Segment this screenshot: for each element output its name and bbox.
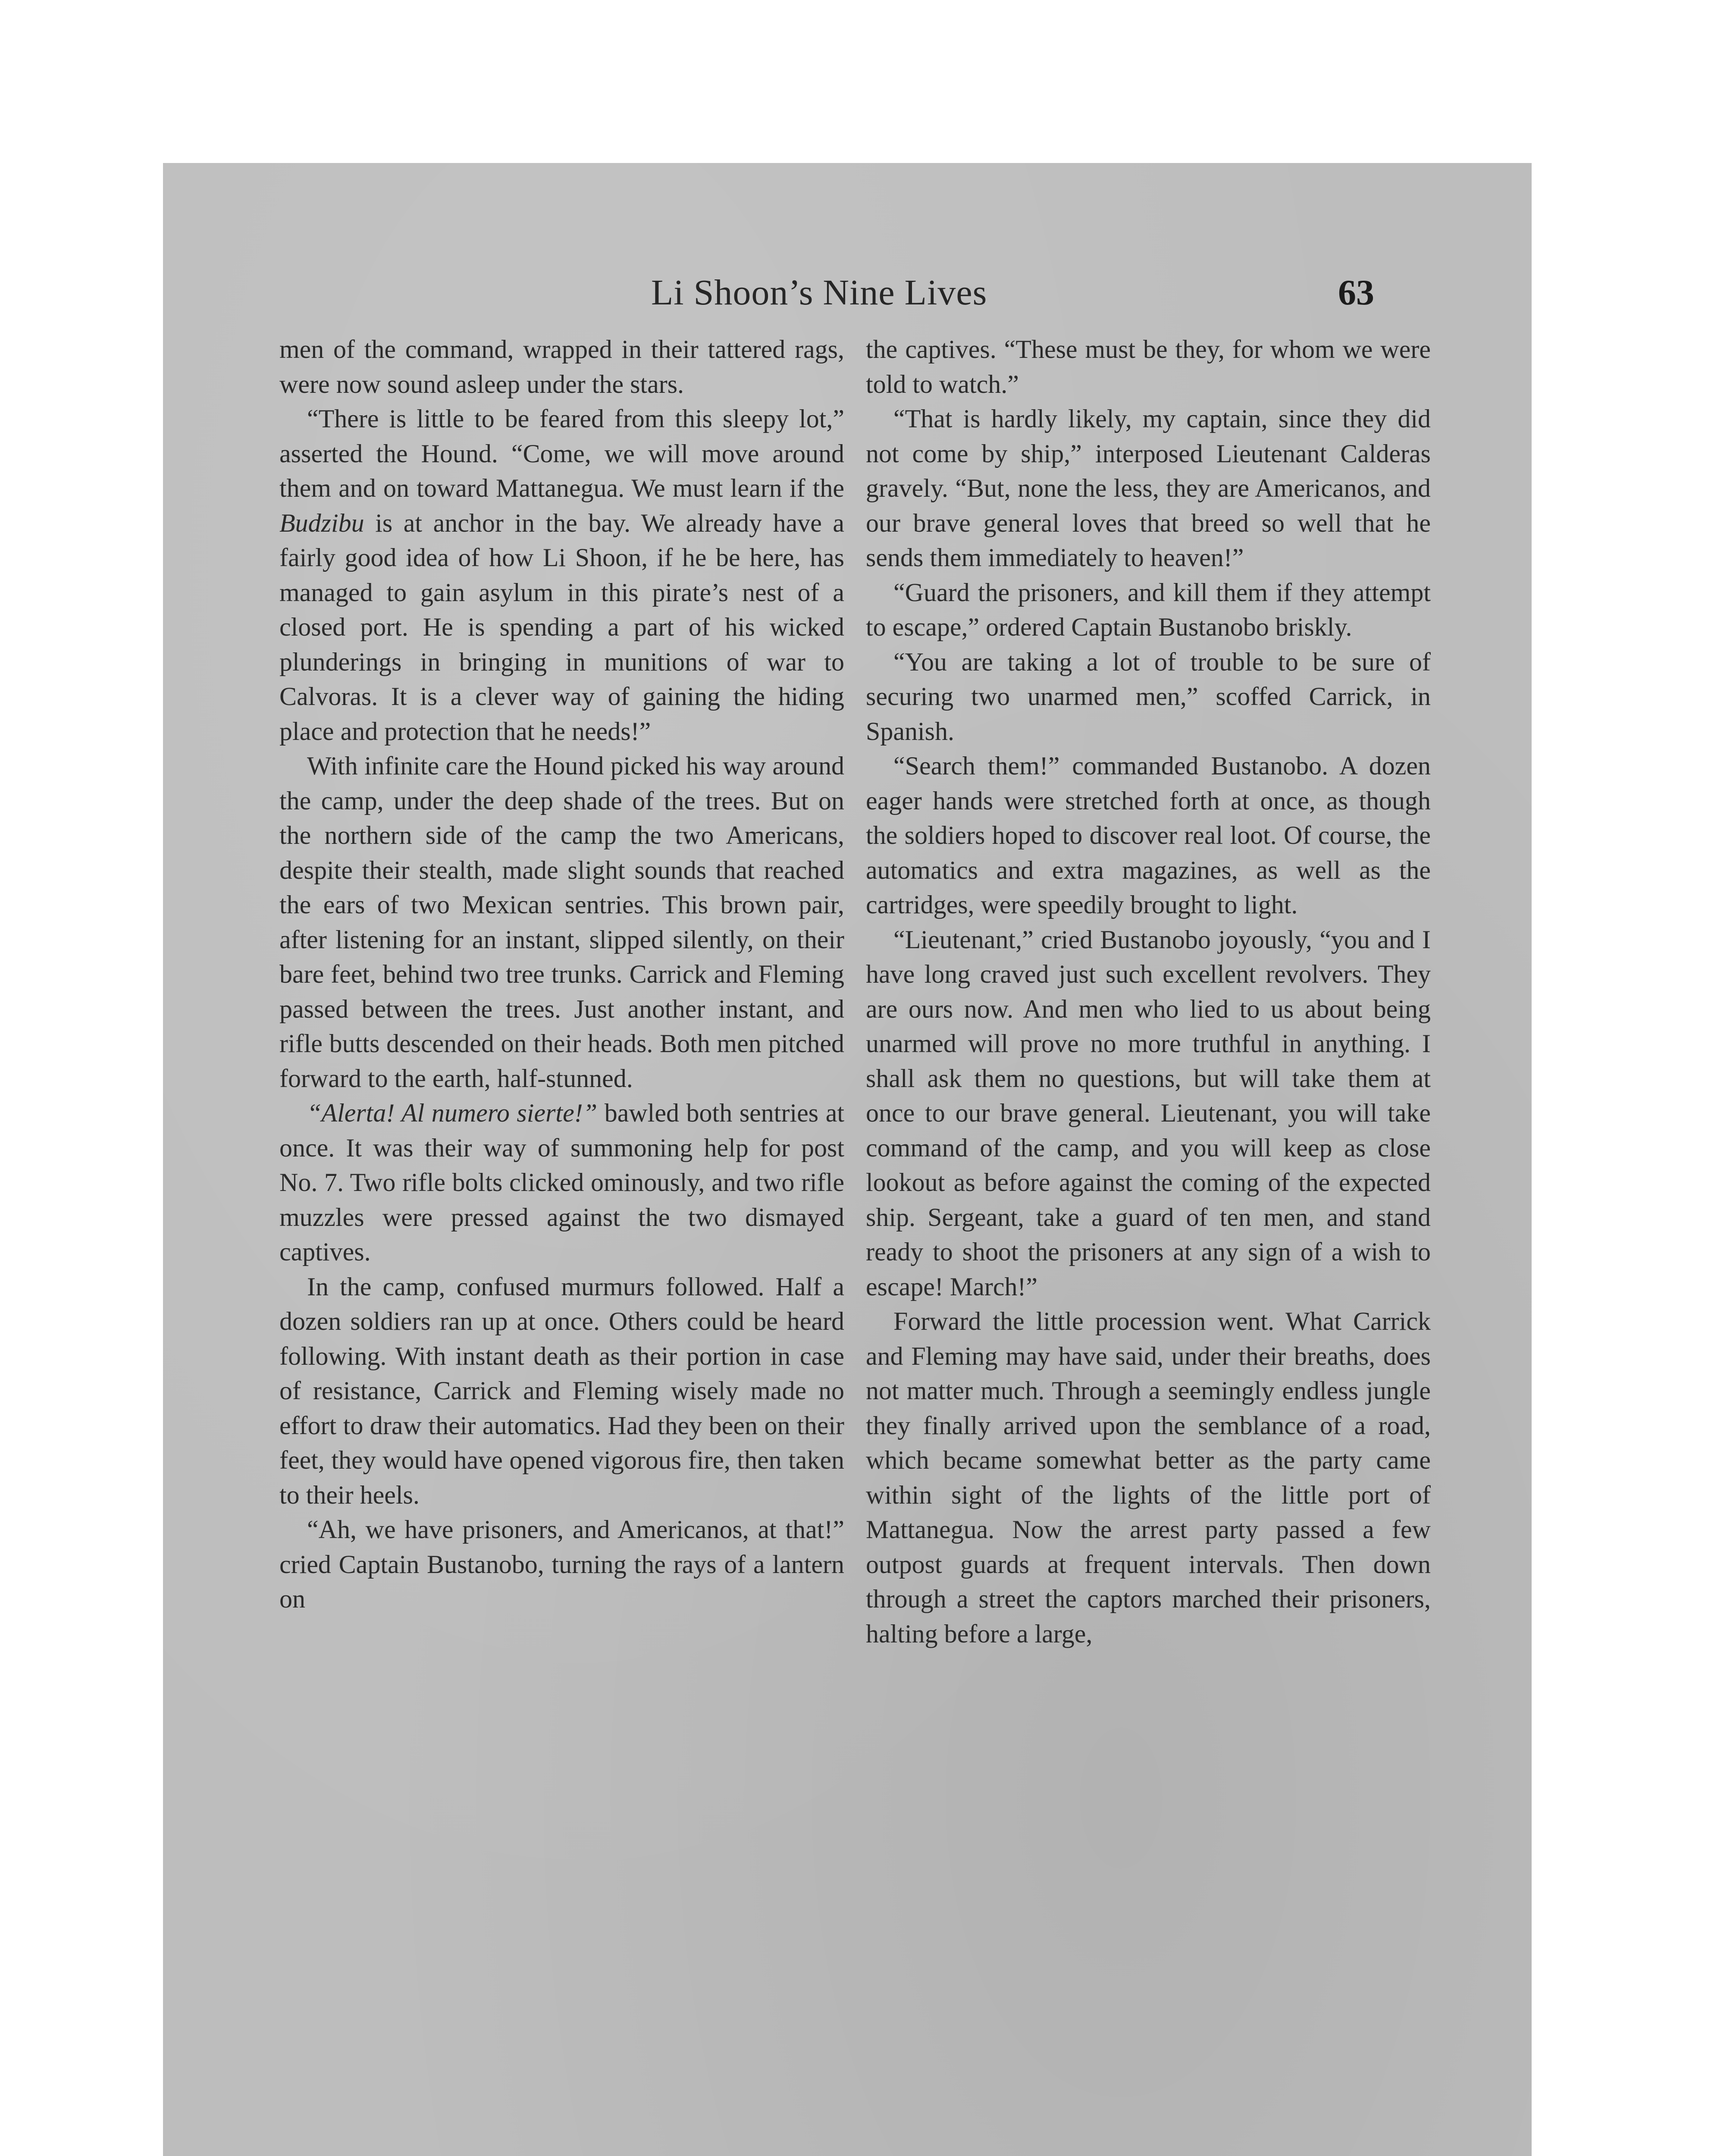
paragraph: In the camp, confused murmurs followed. Half a dozen soldiers ran up at once. Others could be heard following. With instant death as their portion in case of resistance, Carrick and Fleming wisely made no effort to draw their automatics. Had they been on their feet, they would have opened vigorous fire, then taken to their heels.: [279, 1272, 844, 1509]
left-text-column: [279, 332, 844, 1617]
paragraph: “That is hardly likely, my captain, since they did not come by ship,” interposed Lieutenant Calderas gravely. “But, none the less, they are Americanos, and our brave general loves that breed so well that he sends them immediately to heaven!”: [866, 404, 1431, 572]
paragraph: men of the command, wrapped in their tattered rags, were now sound asleep under the stars.: [279, 335, 844, 398]
ship-name: Budzibu: [279, 508, 364, 537]
spanish-shout: “Alerta! Al numero sierte!”: [307, 1099, 598, 1127]
page-number: 63: [1338, 273, 1374, 313]
right-text-column: [866, 332, 1431, 1651]
paragraph: the captives. “These must be they, for whom we were told to watch.”: [866, 335, 1431, 398]
paragraph: “There is little to be feared from this sleepy lot,” asserted the Hound. “Come, we will move around them and on toward Mattanegua. We must learn if the Budzibu is at anchor in the bay. We already have a fairly good idea of how Li Shoon, if he be here, has managed to gain asylum in this pirate’s nest of a closed port. He is spending a part of his wicked plunderings in bringing in munitions of war to Calvoras. It is a clever way of gaining the hiding place and protection that he needs!”: [279, 404, 844, 746]
paragraph: “Lieutenant,” cried Bustanobo joyously, “you and I have long craved just such excellent revolvers. They are ours now. And men who lied to us about being unarmed will prove no more truthful in anything. I shall ask them no questions, but will take them at once to our brave general. Lieutenant, you will take command of the camp, and you will keep as close lookout as before against the coming of the expected ship. Sergeant, take a guard of ten men, and stand ready to shoot the prisoners at any sign of a wish to escape! March!”: [866, 925, 1431, 1301]
running-title: Li Shoon’s Nine Lives: [651, 273, 987, 313]
paragraph: “Guard the prisoners, and kill them if they attempt to escape,” ordered Captain Bustanobo briskly.: [866, 578, 1431, 641]
paragraph: “Ah, we have prisoners, and Americanos, at that!” cried Captain Bustanobo, turning the rays of a lantern on: [279, 1515, 844, 1613]
scanned-page: [163, 163, 1532, 2156]
paragraph: “Alerta! Al numero sierte!” bawled both sentries at once. It was their way of summoning help for post No. 7. Two rifle bolts clicked ominously, and two rifle muzzles were pressed against the two dismayed captives.: [279, 1099, 845, 1266]
paragraph: “You are taking a lot of trouble to be sure of securing two unarmed men,” scoffed Carrick, in Spanish.: [866, 647, 1431, 746]
paragraph: “Search them!” commanded Bustanobo. A dozen eager hands were stretched forth at once, as though the soldiers hoped to discover real loot. Of course, the automatics and extra magazines, as well as the cartridges, were speedily brought to light.: [866, 752, 1431, 919]
paragraph: Forward the little procession went. What Carrick and Fleming may have said, under their breaths, does not matter much. Through a seemingly endless jungle they finally arrived upon the semblance of a road, which became somewhat better as the party came within sight of the lights of the little port of Mattanegua. Now the arrest party passed a few outpost guards at frequent intervals. Then down through a street the captors marched their prisoners, halting before a large,: [866, 1307, 1431, 1648]
paragraph: With infinite care the Hound picked his way around the camp, under the deep shade of the trees. But on the northern side of the camp the two Americans, despite their stealth, made slight sounds that reached the ears of two Mexican sentries. This brown pair, after listening for an instant, slipped silently, on their bare feet, behind two tree trunks. Carrick and Fleming passed between the trees. Just another instant, and rifle butts descended on their heads. Both men pitched forward to the earth, half-stunned.: [279, 752, 844, 1093]
page-header: [163, 272, 1532, 319]
